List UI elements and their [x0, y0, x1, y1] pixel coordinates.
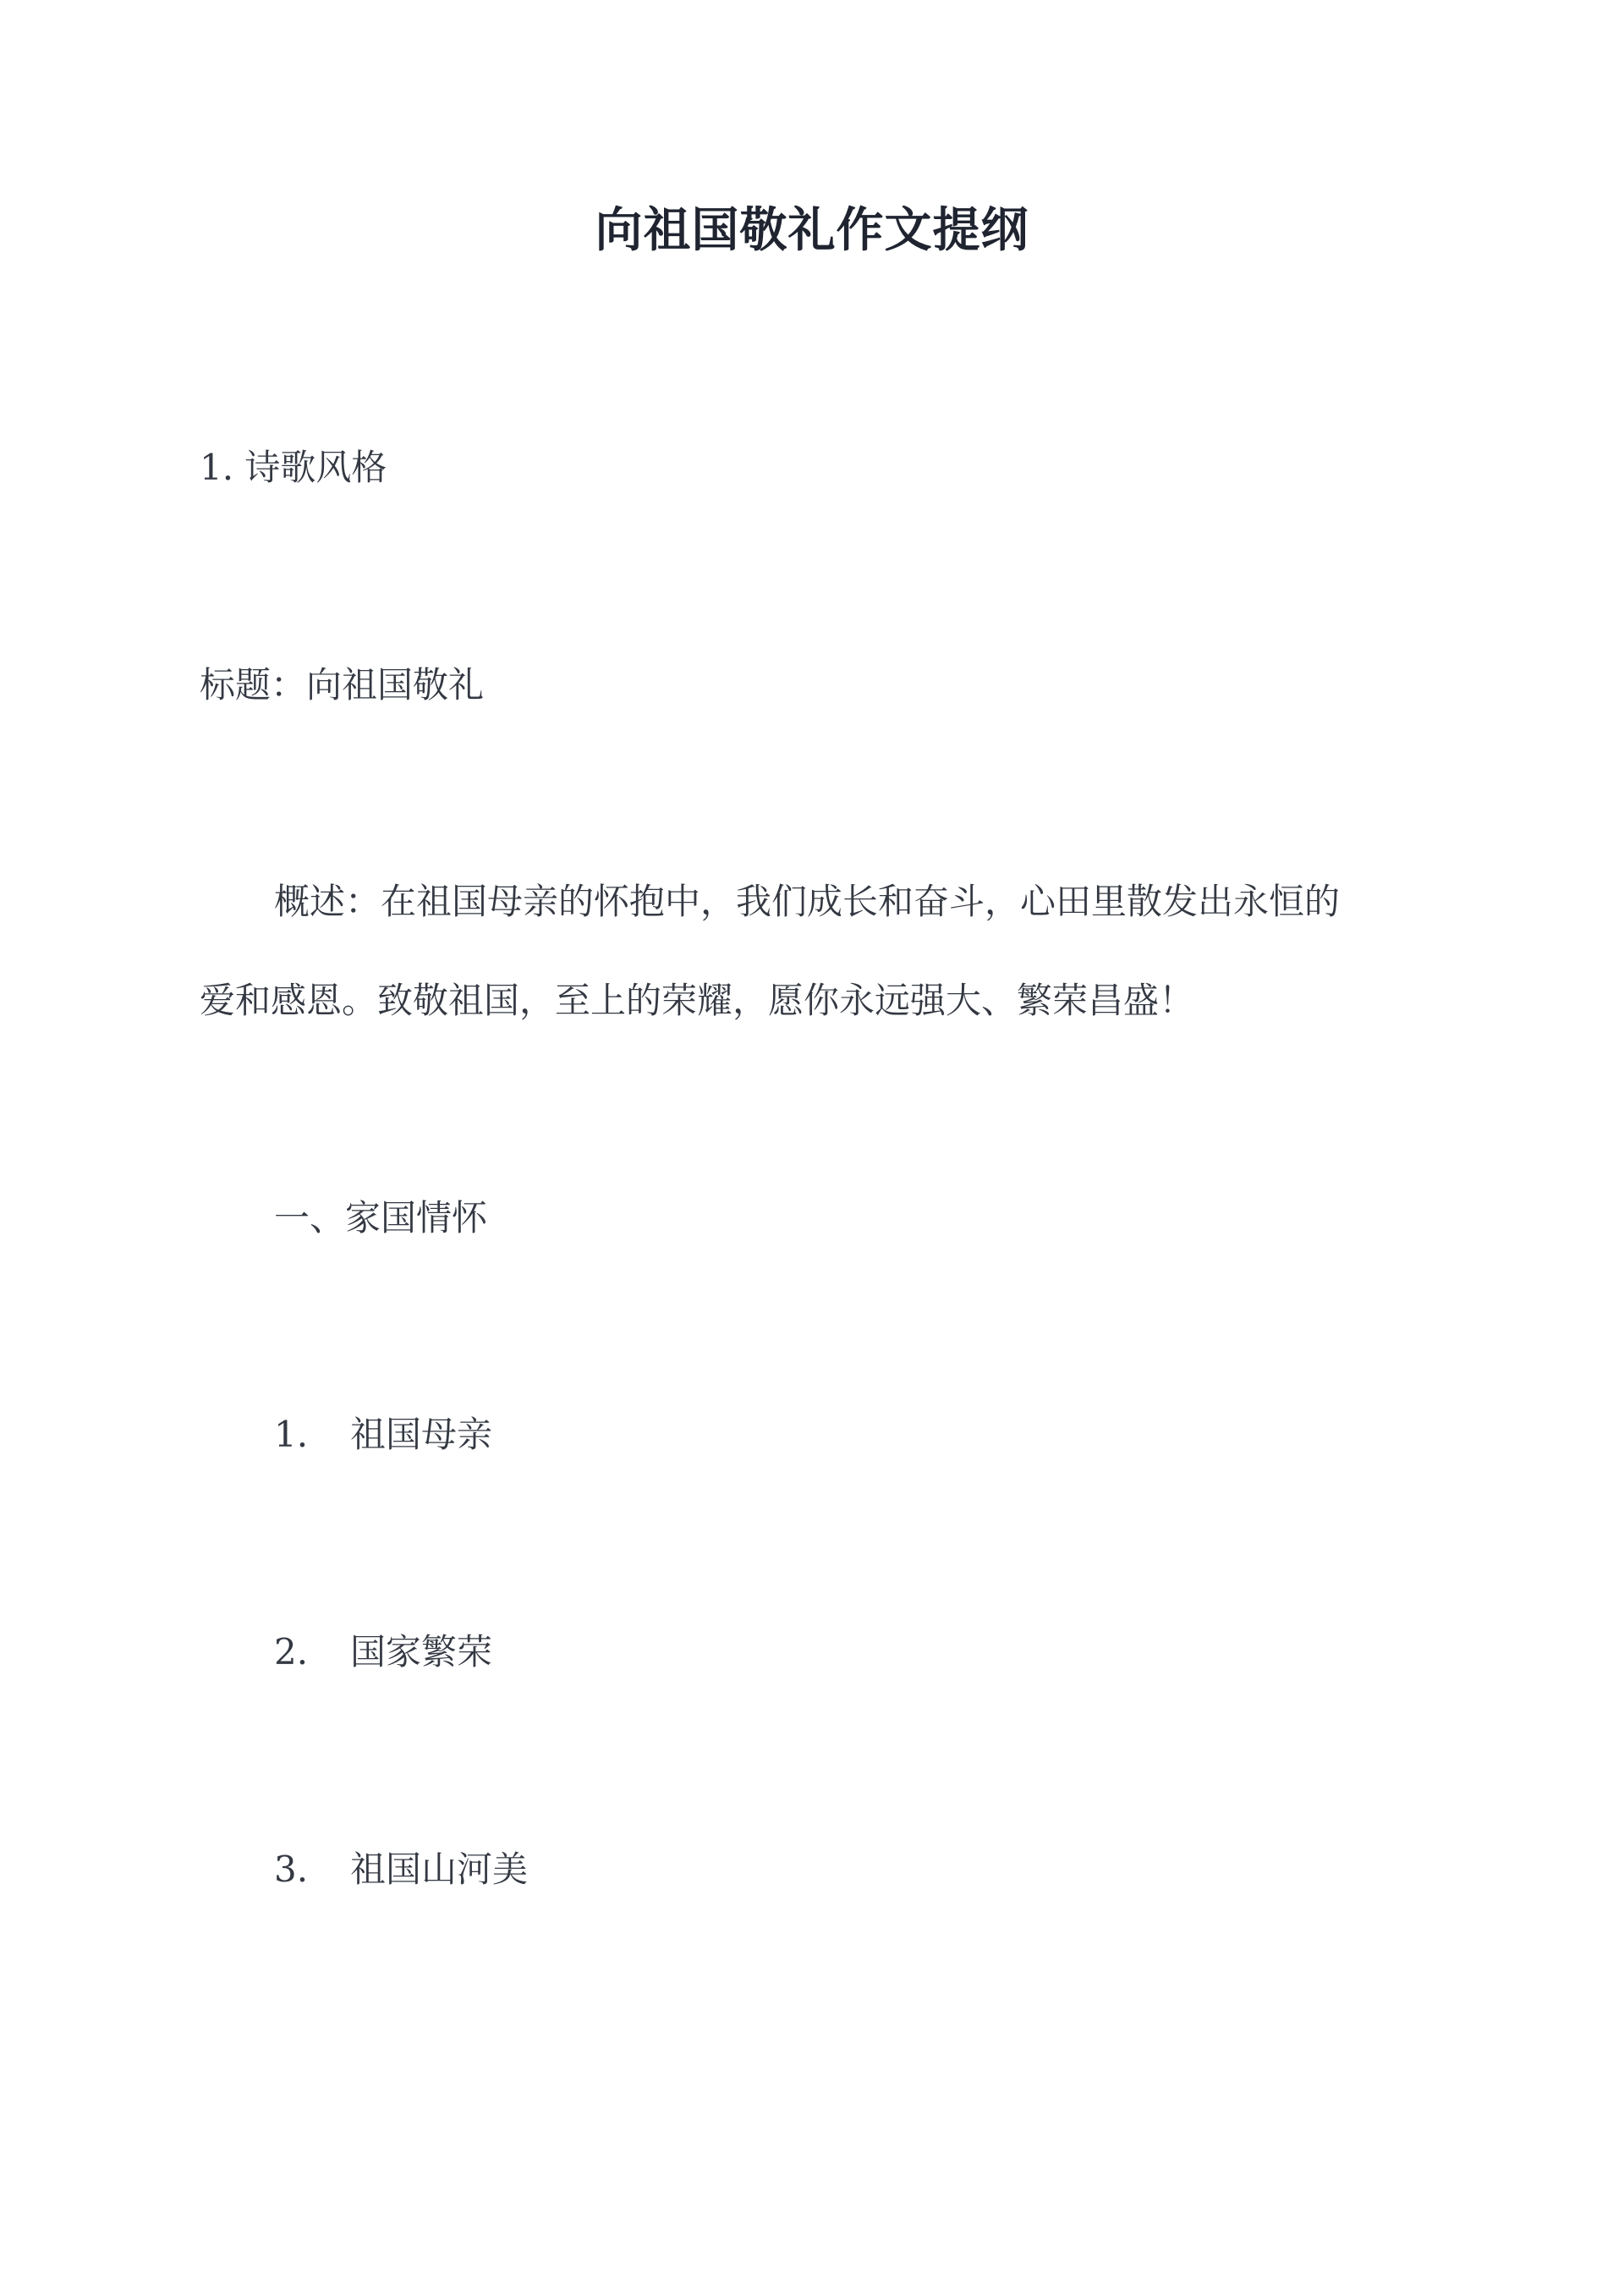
list-item-number: 3. [274, 1848, 309, 1890]
section-heading: 一、家国情怀 [274, 1197, 488, 1239]
list-item [274, 1627, 1526, 1678]
list-item-label: 国家繁荣 [350, 1631, 493, 1673]
overview-line-1: 概述：在祖国母亲的怀抱中，我们成长和奋斗，心田里散发出永恒的 [274, 881, 1341, 922]
list-item [274, 1844, 1526, 1895]
document-title: 向祖国敬礼作文提纲 [595, 202, 1029, 258]
list-item-number: 2. [274, 1631, 309, 1673]
list-item [274, 1409, 1526, 1460]
list-item-label: 祖国母亲 [350, 1414, 493, 1455]
list-item-label: 祖国山河美 [350, 1848, 529, 1890]
title-line: 标题：向祖国敬礼 [200, 664, 485, 706]
style-heading: 1. 诗歌风格 [200, 447, 387, 488]
overview-line-2: 爱和感恩。致敬祖国，至上的荣耀，愿你永远强大、繁荣昌盛！ [200, 980, 1195, 1021]
list-item-number: 1. [274, 1414, 309, 1455]
